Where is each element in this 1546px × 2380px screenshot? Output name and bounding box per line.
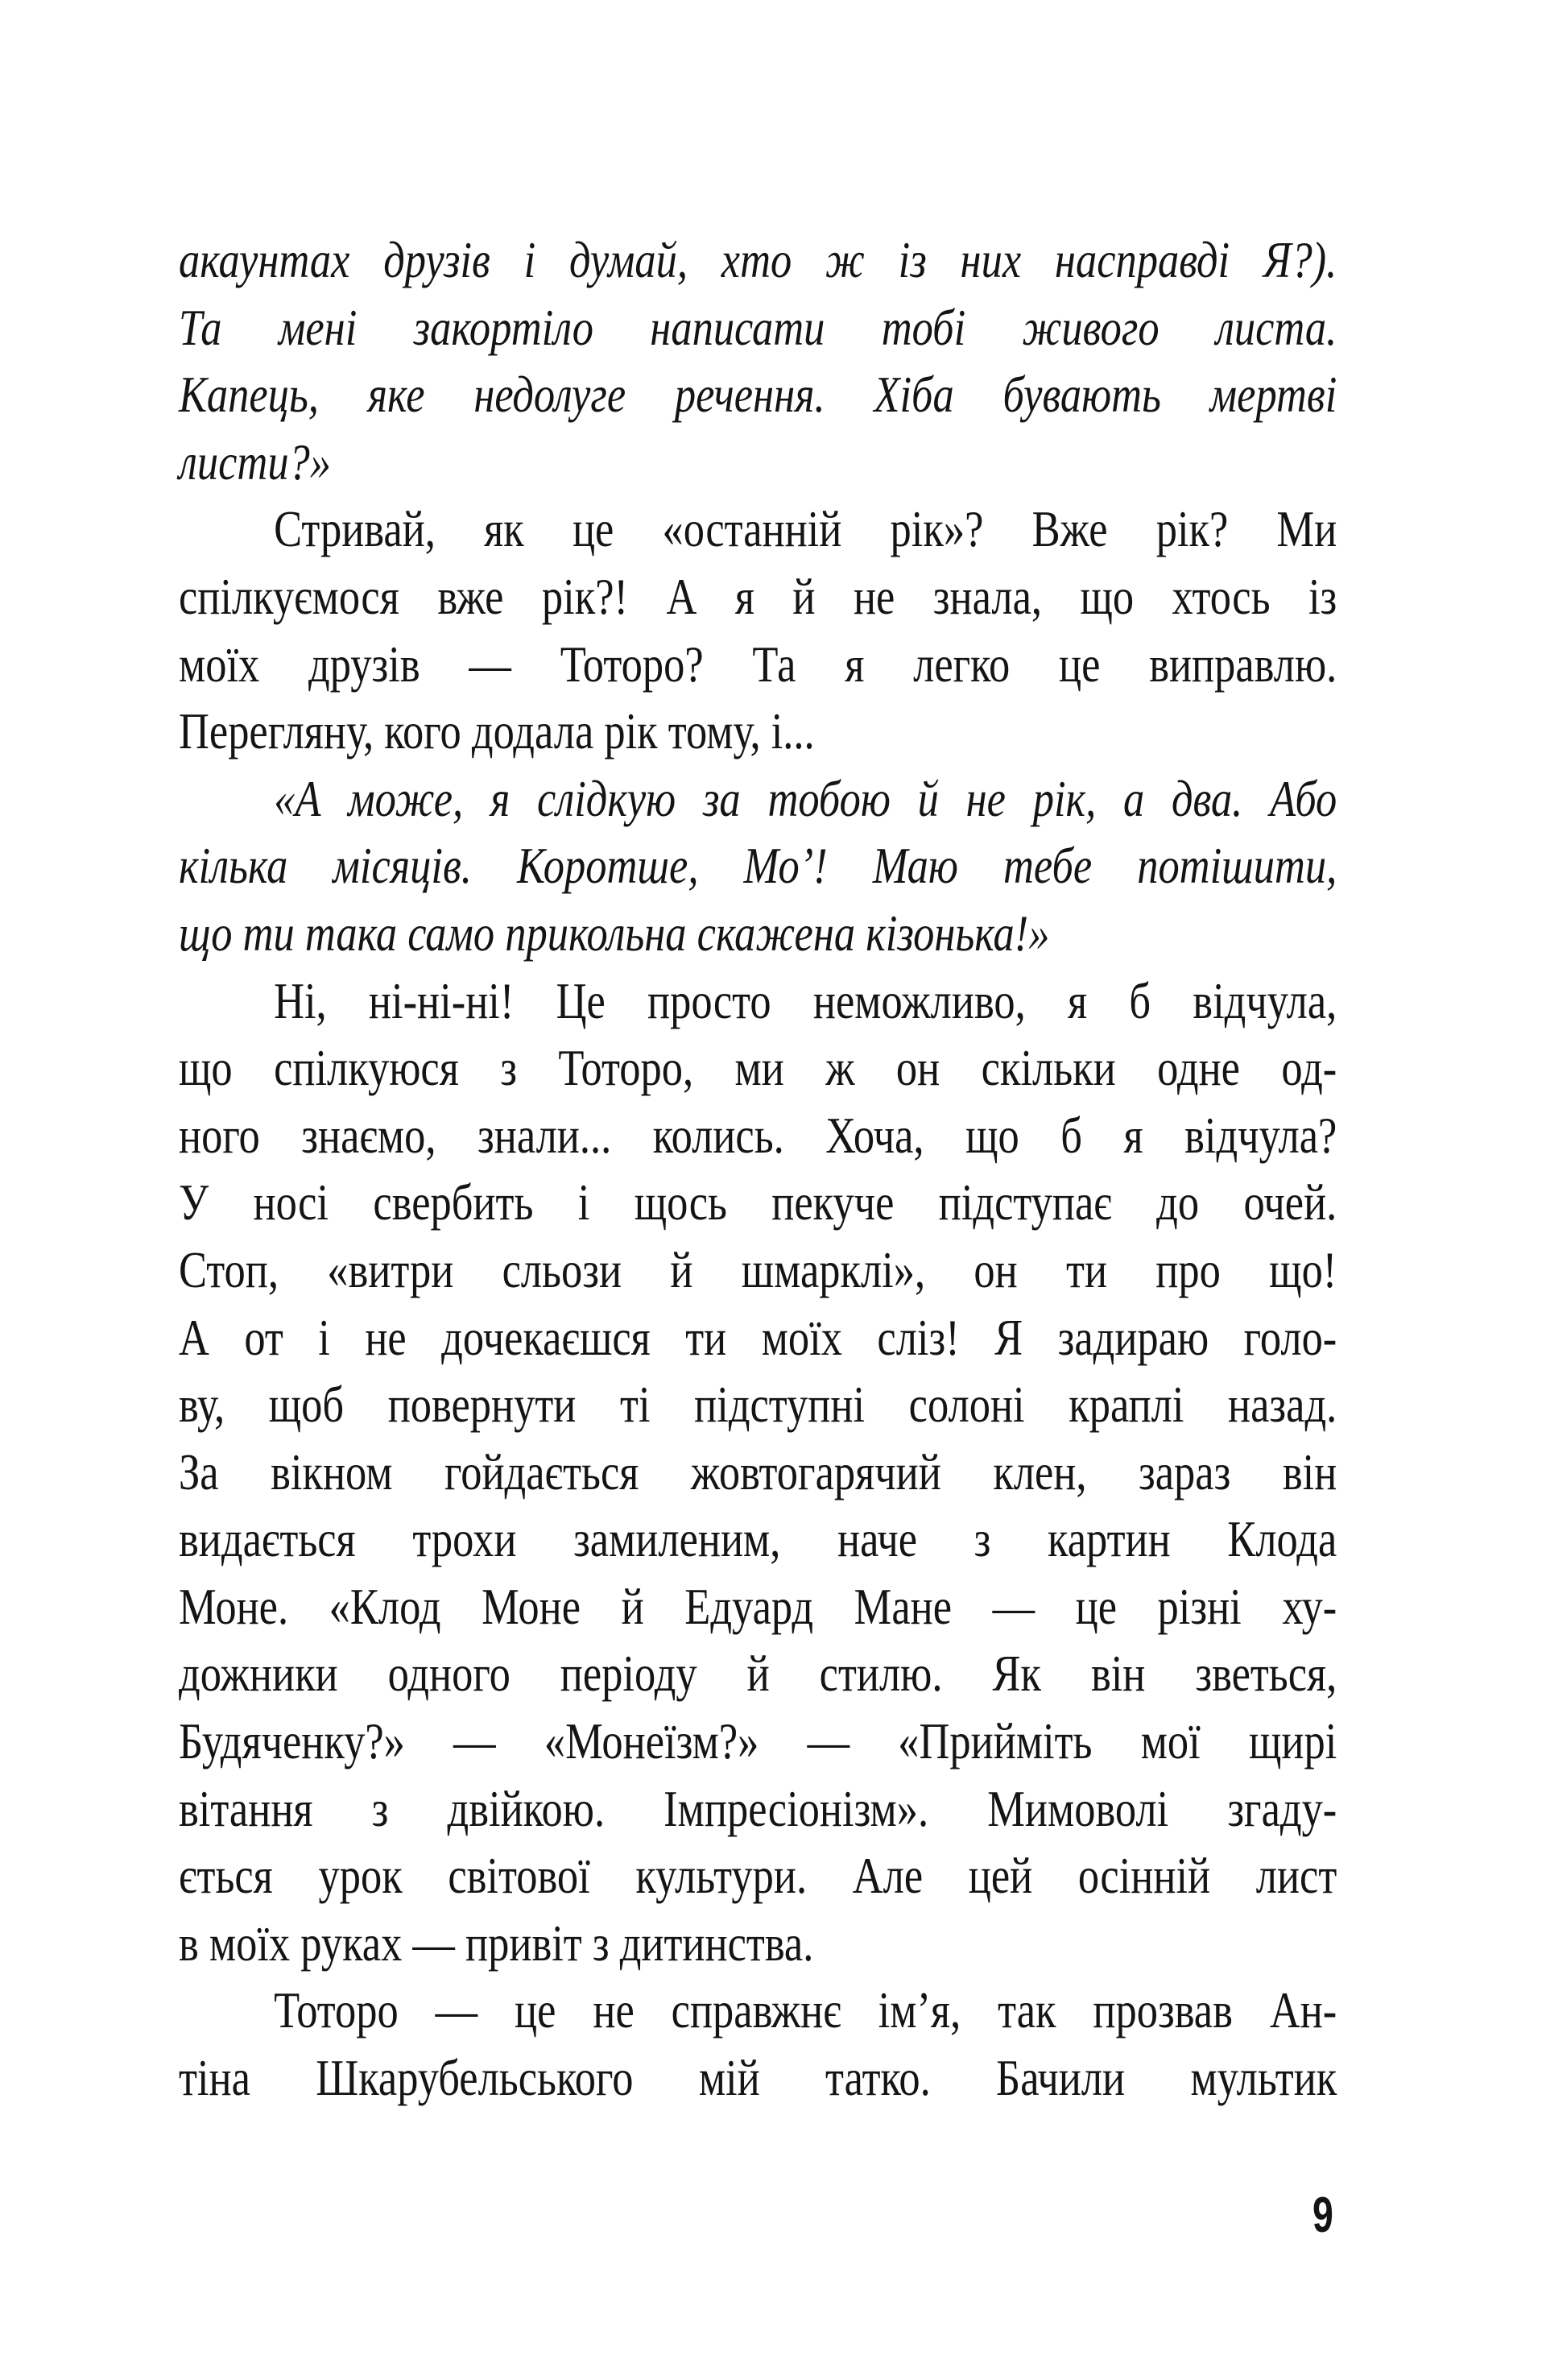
text-line: У носі свербить і щось пекуче підступає до очей. [179, 1173, 1337, 1231]
text-line: «А може, я слідкую за тобою й не рік, а два. Або [274, 769, 1337, 827]
text-line: ного знаємо, знали... колись. Хоча, що б я відчула? [179, 1106, 1337, 1164]
text-line: ву, щоб повернути ті підступні солоні краплі назад. [179, 1376, 1337, 1434]
text-line: що ти така само прикольна скажена кізонька!» [179, 904, 1050, 962]
text-line: Будяченку?» — «Монеїзм?» — «Прийміть мої щирі [179, 1712, 1337, 1770]
text-line: А от і не дочекаєшся ти моїх сліз! Я задираю голо- [179, 1308, 1337, 1366]
page-number: 9 [1312, 2188, 1333, 2243]
text-line: моїх друзів — Тоторо? Та я легко це виправлю. [179, 635, 1337, 693]
text-line: Перегляну, кого додала рік тому, і... [179, 702, 815, 760]
text-line: Капець, яке недолуге речення. Хіба бувають мертві [179, 366, 1337, 424]
text-line: Стоп, «витри сльози й шмарклі», он ти про що! [179, 1240, 1337, 1298]
text-line: дожники одного періоду й стилю. Як він зветься, [179, 1645, 1337, 1703]
text-line: в моїх руках — привіт з дитинства. [179, 1914, 814, 1972]
text-line: спілкуємося вже рік?! А я й не знала, що хтось із [179, 567, 1337, 625]
text-line: Стривай, як це «останній рік»? Вже рік? Ми [274, 500, 1337, 558]
text-line: Тоторо — це не справжнє ім’я, так прозвав Ан- [274, 1981, 1337, 2039]
text-line: вітання з двійкою. Імпресіонізм». Мимоволі згаду- [179, 1779, 1337, 1837]
text-line: видається трохи замиленим, наче з картин Клода [179, 1510, 1337, 1568]
page-body-text [179, 226, 1337, 2112]
text-line: кілька місяців. Коротше, Мо’! Маю тебе потішити, [179, 837, 1337, 895]
text-line: ється урок світової культури. Але цей осінній лист [179, 1847, 1337, 1905]
text-line: Ні, ні-ні-ні! Це просто неможливо, я б відчула, [274, 971, 1337, 1029]
text-line: Моне. «Клод Моне й Едуард Мане — це різні ху- [179, 1577, 1337, 1635]
text-line: акаунтах друзів і думай, хто ж із них насправді Я?). [179, 231, 1337, 288]
text-line: тіна Шкарубельського мій татко. Бачили мультик [179, 2049, 1337, 2107]
text-line: листи?» [179, 433, 332, 490]
text-line: Та мені закортіло написати тобі живого листа. [179, 298, 1337, 356]
text-line: що спілкуюся з Тоторо, ми ж он скільки одне од- [179, 1039, 1337, 1097]
text-line: За вікном гойдається жовтогарячий клен, зараз він [179, 1442, 1337, 1500]
